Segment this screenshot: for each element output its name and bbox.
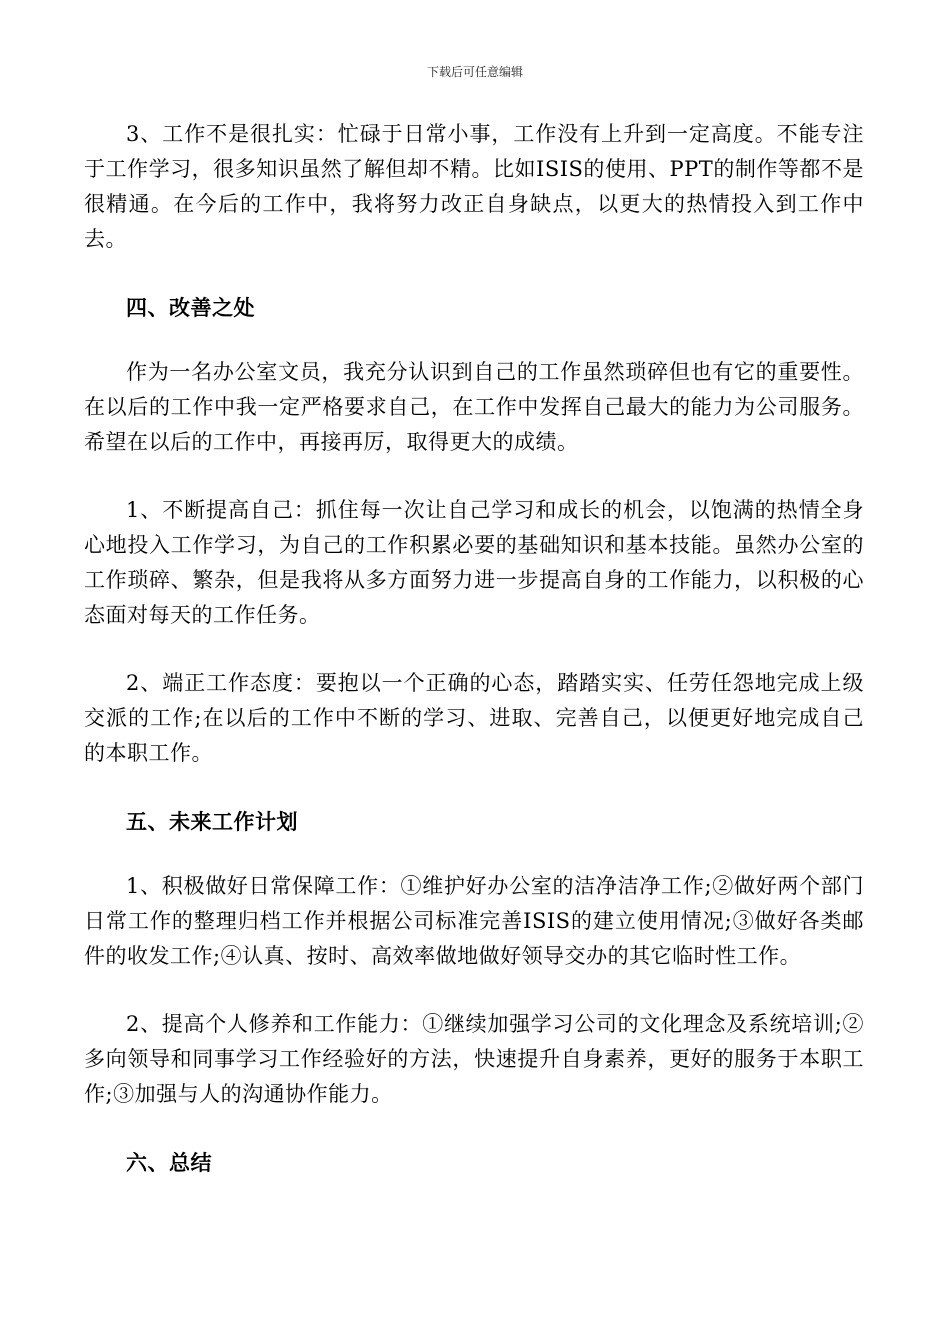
paragraph-personal-growth: 2、提高个人修养和工作能力：①继续加强学习公司的文化理念及系统培训;②多向领导和同事学习工作经验好的方法，快速提升自身素养，更好的服务于本职工作;③加强与人的沟通协作能力。 [84,1012,864,1106]
paragraph-improve-self: 1、不断提高自己：抓住每一次让自己学习和成长的机会，以饱满的热情全身心地投入工作学习，为自己的工作积累必要的基础知识和基本技能。虽然办公室的工作琐碎、繁杂，但是我将从多方面努力进一步提高自身的工作能力，以积极的心态面对每天的工作任务。 [84,498,864,627]
document-body [84,117,864,1210]
section-heading-future-plan: 五、未来工作计划 [126,809,298,834]
section-heading-improvements: 四、改善之处 [126,295,255,320]
paragraph-work-not-solid: 3、工作不是很扎实：忙碌于日常小事，工作没有上升到一定高度。不能专注于工作学习，很多知识虽然了解但却不精。比如ISIS的使用、PPT的制作等都不是很精通。在今后的工作中，我将努力改正自身缺点，以更大的热情投入到工作中去。 [84,122,864,251]
section-heading-summary: 六、总结 [126,1150,212,1175]
page-header-note: 下载后可任意编辑 [426,65,523,79]
paragraph-improvement-intro: 作为一名办公室文员，我充分认识到自己的工作虽然琐碎但也有它的重要性。在以后的工作中我一定严格要求自己，在工作中发挥自己最大的能力为公司服务。希望在以后的工作中，再接再厉，取得更大的成绩。 [84,360,864,454]
paragraph-work-attitude: 2、端正工作态度：要抱以一个正确的心态，踏踏实实、任劳任怨地完成上级交派的工作;在以后的工作中不断的学习、进取、完善自己，以便更好地完成自己的本职工作。 [84,671,864,765]
paragraph-daily-support: 1、积极做好日常保障工作：①维护好办公室的洁净洁净工作;②做好两个部门日常工作的整理归档工作并根据公司标准完善ISIS的建立使用情况;③做好各类邮件的收发工作;④认真、按时、高效率做地做好领导交办的其它临时性工作。 [84,874,864,968]
